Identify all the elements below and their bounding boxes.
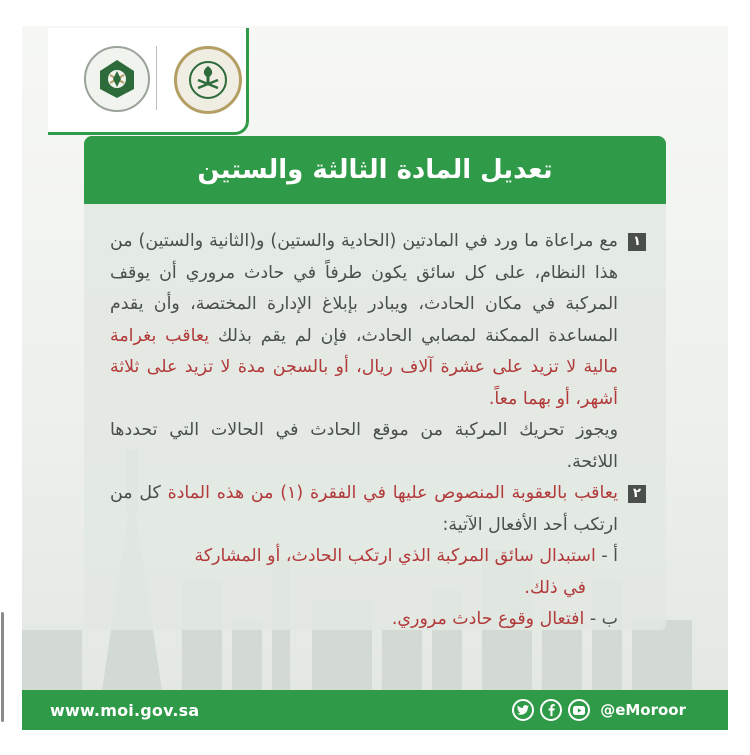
article-content	[84, 204, 666, 630]
facebook-icon[interactable]	[540, 699, 562, 721]
website-link[interactable]: www.moi.gov.sa	[50, 700, 200, 720]
title-bar	[84, 136, 666, 204]
clause-1-penalty: يعاقب بغرامة مالية لا تزيد على عشرة آلاف ريال، أو بالسجن مدة لا تزيد على ثلاثة أشهر، أو بهما معاً.	[110, 325, 618, 409]
clause-number-badge: ١	[628, 233, 646, 251]
clause-2	[110, 478, 646, 541]
page-title: تعديل المادة الثالثة والستين	[197, 155, 553, 185]
poster	[22, 26, 728, 730]
social-handle[interactable]: @eMoroor	[600, 701, 686, 719]
logo-panel	[48, 28, 249, 135]
traffic-department-logo	[84, 46, 150, 112]
clause-1	[110, 226, 646, 478]
clause-number-badge: ٢	[628, 485, 646, 503]
logo-divider	[156, 46, 157, 110]
clause-2-item-a-continued: في ذلك.	[524, 577, 586, 598]
social-links	[512, 699, 686, 721]
footer-bar	[22, 690, 728, 730]
clause-2-item-a: أ - استبدال سائق المركبة الذي ارتكب الحادث، أو المشاركة	[194, 546, 618, 566]
clause-2-penalty: يعاقب بالعقوبة المنصوص عليها في الفقرة (١) من هذه المادة	[167, 483, 619, 503]
clause-2-text: كل من ارتكب أحد الأفعال الآتية:	[110, 483, 618, 535]
ministry-of-interior-logo	[174, 46, 242, 114]
clause-1-text: مع مراعاة ما ورد في المادتين (الحادية والستين) و(الثانية والستين) من هذا النظام، على كل سائق يكون طرفاً في حادث مروري أن يوقف المركبة في مكان الحادث، ويبادر بإبلاغ الإدارة المختصة، وأن يقدم المساعدة الممكنة لمصابي الحادث، فإن لم يقم بذلك	[110, 231, 618, 346]
clause-2-item-b: ب - افتعال وقوع حادث مروري.	[391, 609, 618, 629]
twitter-icon[interactable]	[512, 699, 534, 721]
clause-1-text-2: ويجوز تحريك المركبة من موقع الحادث في الحالات التي تحددها اللائحة.	[110, 420, 618, 472]
youtube-icon[interactable]	[568, 699, 590, 721]
scrollbar[interactable]	[1, 612, 4, 722]
